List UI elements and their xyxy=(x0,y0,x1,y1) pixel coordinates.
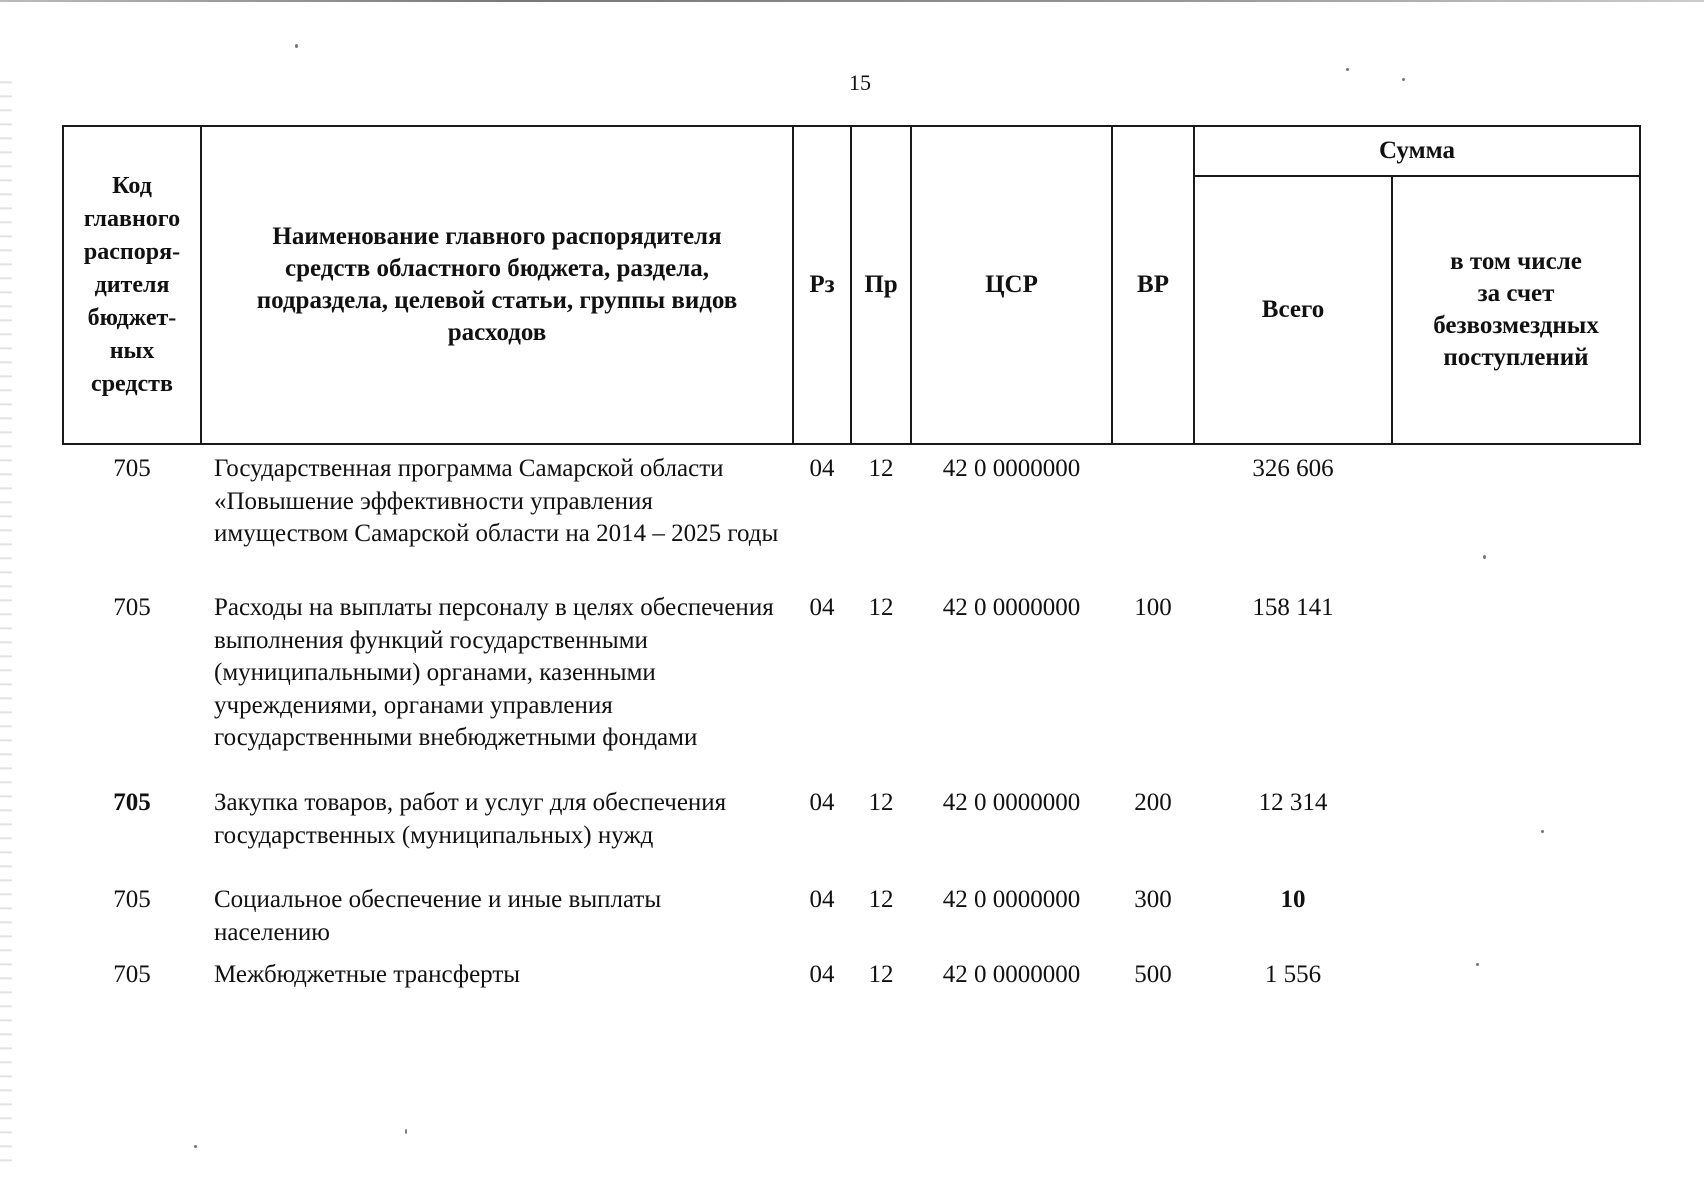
header-name-line: средств областного бюджета, раздела, xyxy=(284,255,710,282)
header-code-line: Код xyxy=(112,172,152,199)
cell-total: 1 556 xyxy=(1264,961,1322,988)
header-row xyxy=(63,126,1640,176)
cell-code: 705 xyxy=(113,455,151,482)
scan-edge-top xyxy=(0,0,1704,2)
header-csr: ЦСР xyxy=(911,126,1112,444)
page-number: 15 xyxy=(849,70,871,95)
header-code-line: главного xyxy=(83,205,181,232)
cell-pr: 12 xyxy=(868,886,894,913)
cell-vr: 500 xyxy=(1134,961,1172,988)
header-code-line: средств xyxy=(91,370,173,397)
cell-csr: 42 0 0000000 xyxy=(942,455,1081,482)
header-total: Всего xyxy=(1194,176,1392,444)
table-row xyxy=(63,592,1640,787)
cell-vr: 300 xyxy=(1134,886,1172,913)
cell-csr: 42 0 0000000 xyxy=(942,886,1081,913)
cell-total: 10 xyxy=(1280,886,1306,913)
cell-vr xyxy=(1112,444,1194,592)
cell-name: Государственная программа Самарской области «Повышение эффективности управления имуществом Самарской области на 2014 – 2025 годы xyxy=(214,455,779,547)
header-free-line: безвозмездных xyxy=(1433,312,1599,339)
cell-total: 326 606 xyxy=(1252,455,1334,482)
cell-name: Социальное обеспечение и иные выплаты населению xyxy=(214,886,662,946)
scan-speck xyxy=(1346,68,1349,71)
table-row xyxy=(63,787,1640,884)
table-row xyxy=(63,884,1640,959)
cell-total: 12 314 xyxy=(1258,789,1328,816)
cell-pr: 12 xyxy=(868,594,894,621)
cell-rz: 04 xyxy=(809,961,835,988)
cell-name: Закупка товаров, работ и услуг для обеспечения государственных (муниципальных) нужд xyxy=(214,789,727,849)
cell-code: 705 xyxy=(113,789,151,816)
header-free-line: в том числе xyxy=(1450,248,1582,275)
scan-edge-left xyxy=(0,70,12,1170)
cell-csr: 42 0 0000000 xyxy=(942,789,1081,816)
cell-free xyxy=(1392,444,1640,592)
cell-code: 705 xyxy=(113,594,151,621)
table-row xyxy=(63,444,1640,592)
cell-rz: 04 xyxy=(809,886,835,913)
scan-speck xyxy=(1402,78,1405,81)
cell-csr: 42 0 0000000 xyxy=(942,961,1081,988)
header-rz: Рз xyxy=(793,126,851,444)
cell-pr: 12 xyxy=(868,455,894,482)
cell-name: Расходы на выплаты персоналу в целях обеспечения выполнения функций государственными (муниципальными) органами, казенными учреждениями, органами управления государственными внебюджетными фондами xyxy=(214,594,774,751)
header-code xyxy=(63,126,201,444)
cell-pr: 12 xyxy=(868,789,894,816)
cell-csr: 42 0 0000000 xyxy=(942,594,1081,621)
header-name-line: Наименование главного распорядителя xyxy=(272,223,722,250)
cell-pr: 12 xyxy=(868,961,894,988)
cell-code: 705 xyxy=(113,886,151,913)
cell-rz: 04 xyxy=(809,594,835,621)
header-name-line: подраздела, целевой статьи, группы видов xyxy=(256,287,738,314)
header-pr: Пр xyxy=(851,126,911,444)
cell-free xyxy=(1392,592,1640,787)
scan-speck xyxy=(194,1145,197,1148)
header-name xyxy=(201,126,793,444)
cell-rz: 04 xyxy=(809,789,835,816)
header-free-line: за счет xyxy=(1477,280,1555,307)
cell-free xyxy=(1392,787,1640,884)
cell-total: 158 141 xyxy=(1252,594,1334,621)
cell-code: 705 xyxy=(113,961,151,988)
scan-speck xyxy=(405,1129,407,1134)
cell-rz: 04 xyxy=(809,455,835,482)
cell-vr: 100 xyxy=(1134,594,1172,621)
cell-free xyxy=(1392,884,1640,959)
header-code-line: дителя xyxy=(94,271,170,298)
budget-table xyxy=(62,125,1641,999)
header-name-line: расходов xyxy=(447,319,547,346)
table-row xyxy=(63,959,1640,999)
scan-speck xyxy=(295,44,298,48)
header-code-line: ных xyxy=(109,337,155,364)
cell-free xyxy=(1392,959,1640,999)
header-code-line: бюджет- xyxy=(87,304,177,331)
header-vr: ВР xyxy=(1112,126,1194,444)
header-summa: Сумма xyxy=(1194,126,1640,176)
header-free-line: поступлений xyxy=(1443,344,1589,371)
header-code-line: распоря- xyxy=(83,238,181,265)
cell-name: Межбюджетные трансферты xyxy=(214,961,521,988)
cell-vr: 200 xyxy=(1134,789,1172,816)
header-free xyxy=(1392,176,1640,444)
